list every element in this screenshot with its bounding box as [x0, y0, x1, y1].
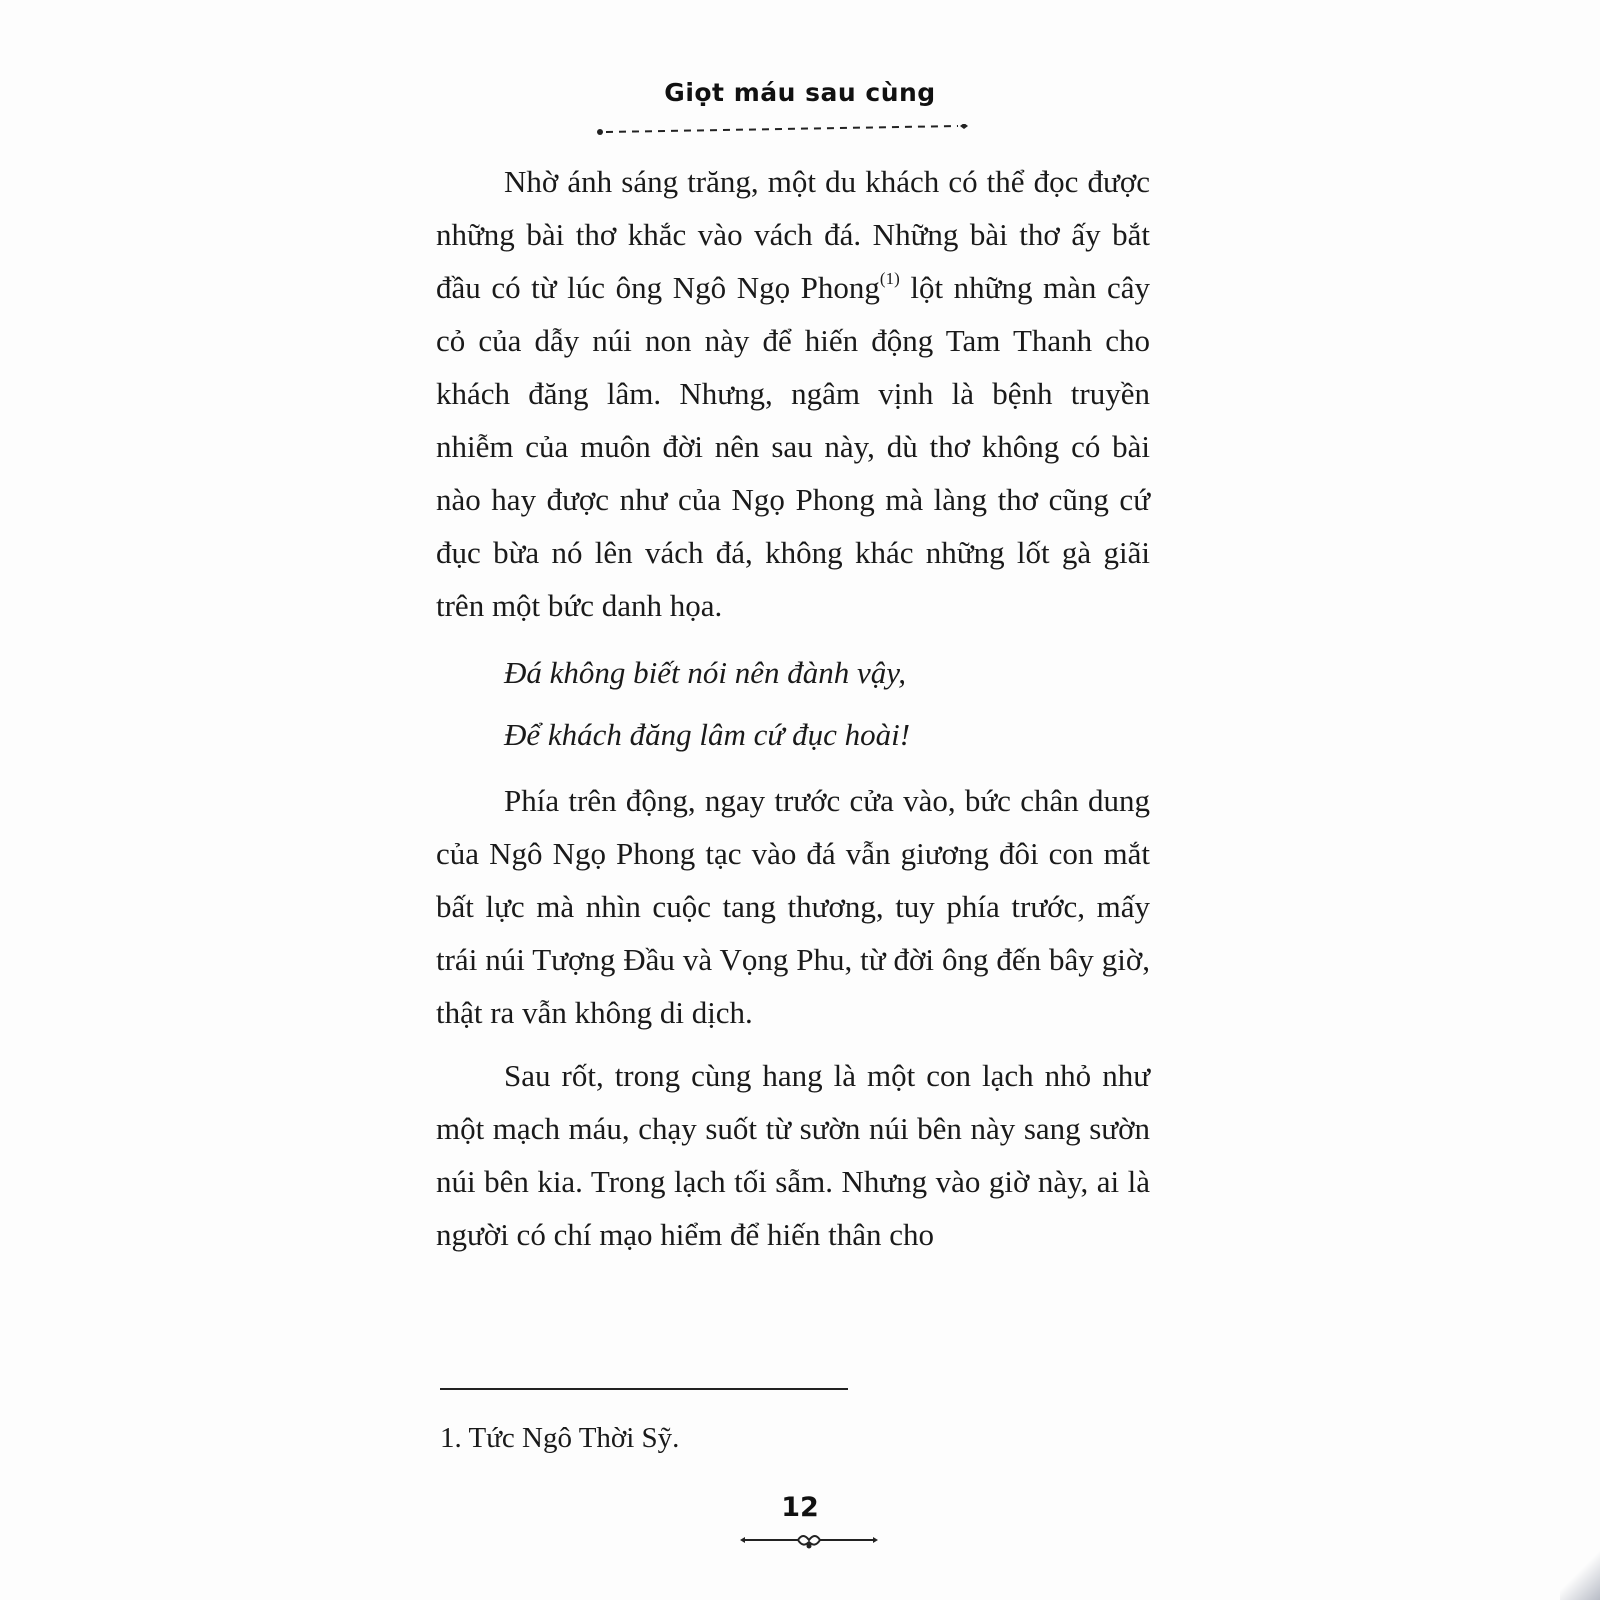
verse-block: [436, 642, 1150, 766]
footnote: 1. Tức Ngô Thời Sỹ.: [440, 1422, 680, 1454]
page-corner-shadow: [1560, 1540, 1600, 1600]
paragraph: Nhờ ánh sáng trăng, một du khách có thể đọc được những bài thơ khắc vào vách đá. Những bài thơ ấy bắt đầu có từ lúc ông Ngô Ngọ Phong$^{(1)}$ lột những màn cây cỏ của dẫy núi non này để hiến động Tam Thanh cho khách đăng lâm. Nhưng, ngâm vịnh là bệnh truyền nhiễm của muôn đời nên sau này, dù thơ không có bài nào hay được như của Ngọ Phong mà làng thơ cũng cứ đục bừa nó lên vách đá, không khác những lốt gà giãi trên một bức danh họa.: [436, 164, 1151, 623]
page-number: 12: [781, 1492, 819, 1523]
page-number-ornament: [738, 1530, 880, 1552]
footnote-reference: (1): [879, 269, 900, 288]
verse-line: Để khách đăng lâm cứ đục hoài!: [504, 717, 911, 752]
verse-line: Đá không biết nói nên đành vậy,: [504, 655, 907, 690]
body-text: [436, 155, 1150, 1271]
header-dotted-rule: [596, 124, 968, 136]
footnote-rule: [440, 1388, 848, 1390]
paragraph: Sau rốt, trong cùng hang là một con lạch nhỏ như một mạch máu, chạy suốt từ sườn núi bên này sang sườn núi bên kia. Trong lạch tối sẫm. Nhưng vào giờ này, ai là người có chí mạo hiểm để hiến thân cho: [436, 1058, 1150, 1252]
running-head: Giọt máu sau cùng: [664, 78, 936, 107]
paragraph: Phía trên động, ngay trước cửa vào, bức chân dung của Ngô Ngọ Phong tạc vào đá vẫn giương đôi con mắt bất lực mà nhìn cuộc tang thương, tuy phía trước, mấy trái núi Tượng Đầu và Vọng Phu, từ đời ông đến bây giờ, thật ra vẫn không di dịch.: [436, 783, 1150, 1030]
